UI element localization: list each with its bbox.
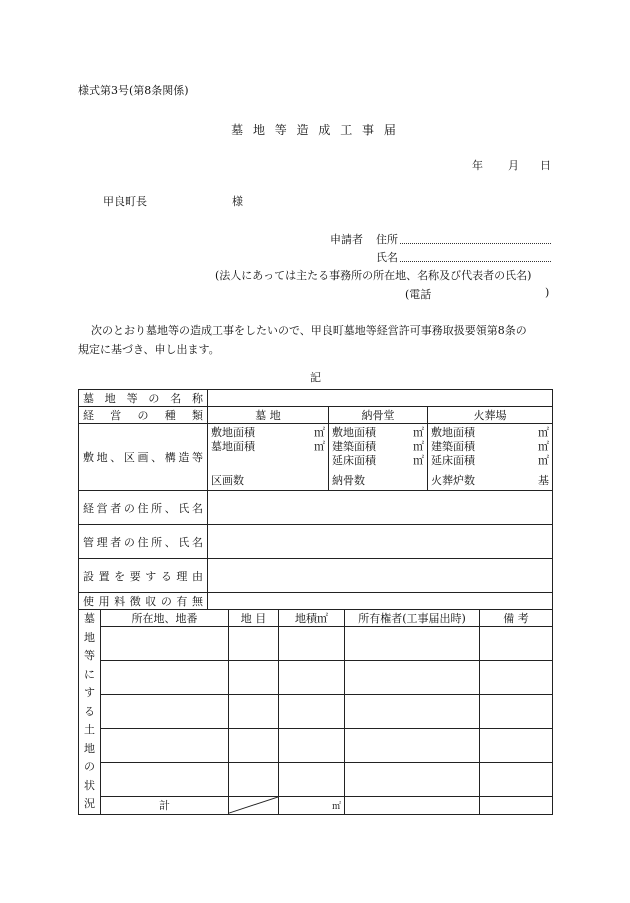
addressee-suffix: 様	[232, 195, 243, 208]
land-header-owner: 所有権者(工事届出時)	[345, 610, 480, 627]
date-month-label: 月	[508, 159, 519, 172]
operator-row	[79, 491, 553, 525]
unit-label: 基	[538, 474, 549, 487]
address-label: 住所	[376, 233, 398, 246]
vertical-char: 墓	[84, 612, 95, 625]
phone-label: (電話	[405, 288, 432, 301]
unit-label: ㎡	[314, 426, 325, 439]
land-area-cell[interactable]	[279, 661, 345, 695]
vertical-char: 土	[84, 723, 95, 736]
type-header-ossuary: 納骨堂	[329, 407, 428, 424]
total-category-cell-slashed	[229, 797, 279, 814]
row-label-facility-name: 墓地等の名称	[79, 390, 208, 407]
cemetery-plots-label: 区画数	[211, 474, 244, 487]
unit-label: ㎡	[314, 440, 325, 453]
row-label-business-type: 経営の種類	[79, 407, 208, 424]
unit-label: ㎡	[413, 426, 424, 439]
land-owner-cell[interactable]	[345, 763, 480, 797]
land-location-cell[interactable]	[101, 661, 229, 695]
manager-row	[79, 525, 553, 559]
site-row	[79, 424, 553, 491]
land-owner-cell[interactable]	[345, 661, 480, 695]
vertical-char: に	[84, 667, 95, 681]
ossuary-floor-area-label: 延床面積	[332, 454, 376, 467]
body-text-line1: 次のとおり墓地等の造成工事をしたいので、甲良町墓地等経営許可事務取扱要領第8条の	[91, 324, 527, 337]
row-label-manager: 管理者の住所、氏名	[79, 525, 208, 559]
reason-row	[79, 559, 553, 593]
name-field[interactable]	[400, 249, 551, 262]
body-text-line2: 規定に基づき、申し出ます。	[78, 343, 220, 356]
land-owner-cell[interactable]	[345, 695, 480, 729]
vertical-char: 況	[84, 797, 95, 810]
land-header-location: 所在地、地番	[101, 610, 229, 627]
row-label-reason: 設置を要する理由	[79, 559, 208, 593]
addressee-name: 甲良町長	[103, 195, 147, 208]
ossuary-area-cell[interactable]	[329, 424, 428, 491]
land-header-category: 地 目	[229, 610, 279, 627]
land-category-cell[interactable]	[229, 661, 279, 695]
diagonal-slash	[229, 797, 278, 813]
land-header-row	[79, 610, 553, 627]
crematorium-site-area-label: 敷地面積	[431, 426, 475, 439]
land-header-remarks: 備 考	[480, 610, 553, 627]
land-remarks-cell[interactable]	[480, 763, 553, 797]
land-area-cell[interactable]	[279, 763, 345, 797]
unit-label: ㎡	[538, 454, 549, 467]
land-status-vertical-label	[79, 610, 101, 815]
total-area-cell[interactable]	[279, 797, 345, 814]
land-area-cell[interactable]	[279, 627, 345, 661]
name-label: 氏名	[376, 251, 398, 264]
form-number: 様式第3号(第8条関係)	[78, 84, 189, 97]
total-owner-cell	[345, 797, 480, 814]
total-area-unit: ㎡	[331, 801, 341, 812]
ossuary-capacity-label: 納骨数	[332, 474, 365, 487]
crematorium-area-cell[interactable]	[428, 424, 553, 491]
crematorium-building-area-label: 建築面積	[431, 440, 475, 453]
vertical-char: る	[84, 704, 95, 718]
applicant-label: 申請者	[330, 233, 363, 246]
address-field[interactable]	[400, 231, 551, 244]
unit-label: ㎡	[538, 440, 549, 453]
land-row	[79, 695, 553, 729]
land-category-cell[interactable]	[229, 627, 279, 661]
unit-label: ㎡	[413, 454, 424, 467]
date-day-label: 日	[540, 159, 551, 172]
total-row	[79, 797, 553, 814]
land-row	[79, 729, 553, 763]
land-remarks-cell[interactable]	[480, 627, 553, 661]
land-header-area: 地積㎡	[279, 610, 345, 627]
vertical-char: 状	[84, 778, 95, 792]
vertical-char: 等	[84, 649, 95, 662]
ossuary-building-area-label: 建築面積	[332, 440, 376, 453]
corporation-note: (法人にあっては主たる事務所の所在地、名称及び代表者の氏名)	[215, 269, 532, 282]
land-category-cell[interactable]	[229, 763, 279, 797]
cemetery-area-cell[interactable]	[208, 424, 329, 491]
form-title: 墓 地 等 造 成 工 事 届	[231, 123, 399, 137]
total-label: 計	[101, 797, 229, 814]
row-label-operator: 経営者の住所、氏名	[79, 491, 208, 525]
unit-label: ㎡	[413, 440, 424, 453]
land-row	[79, 763, 553, 797]
type-header-cemetery: 墓 地	[208, 407, 329, 424]
total-remarks-cell	[480, 797, 553, 814]
land-location-cell[interactable]	[101, 695, 229, 729]
land-remarks-cell[interactable]	[480, 695, 553, 729]
land-area-cell[interactable]	[279, 729, 345, 763]
phone-close: )	[545, 286, 550, 299]
vertical-char: す	[84, 686, 95, 699]
row-label-site: 敷地、区画、構造等	[79, 424, 208, 491]
vertical-char: 地	[84, 630, 95, 644]
application-table	[78, 389, 553, 815]
cemetery-grave-area-label: 墓地面積	[211, 440, 255, 453]
name-row	[79, 390, 553, 407]
ki-label: 記	[310, 371, 321, 384]
facility-name-field[interactable]	[208, 390, 553, 407]
unit-label: ㎡	[538, 426, 549, 439]
land-location-cell[interactable]	[101, 729, 229, 763]
vertical-char: 地	[84, 741, 95, 755]
land-row	[79, 627, 553, 661]
vertical-char: の	[84, 760, 95, 773]
type-header-crematorium: 火葬場	[428, 407, 553, 424]
cemetery-site-area-label: 敷地面積	[211, 426, 255, 439]
operator-field[interactable]	[208, 491, 553, 525]
land-remarks-cell[interactable]	[480, 661, 553, 695]
land-location-cell[interactable]	[101, 763, 229, 797]
reason-field[interactable]	[208, 559, 553, 593]
land-remarks-cell[interactable]	[480, 729, 553, 763]
ossuary-site-area-label: 敷地面積	[332, 426, 376, 439]
land-category-cell[interactable]	[229, 695, 279, 729]
fee-field[interactable]	[208, 593, 553, 610]
crematorium-furnaces-label: 火葬炉数	[431, 474, 475, 487]
land-owner-cell[interactable]	[345, 729, 480, 763]
manager-field[interactable]	[208, 525, 553, 559]
type-row	[79, 407, 553, 424]
land-category-cell[interactable]	[229, 729, 279, 763]
fee-row	[79, 593, 553, 610]
row-label-fee: 使用料徴収の有無	[79, 593, 208, 610]
land-owner-cell[interactable]	[345, 627, 480, 661]
land-area-cell[interactable]	[279, 695, 345, 729]
date-year-label: 年	[472, 159, 483, 172]
land-row	[79, 661, 553, 695]
crematorium-floor-area-label: 延床面積	[431, 454, 475, 467]
land-location-cell[interactable]	[101, 627, 229, 661]
